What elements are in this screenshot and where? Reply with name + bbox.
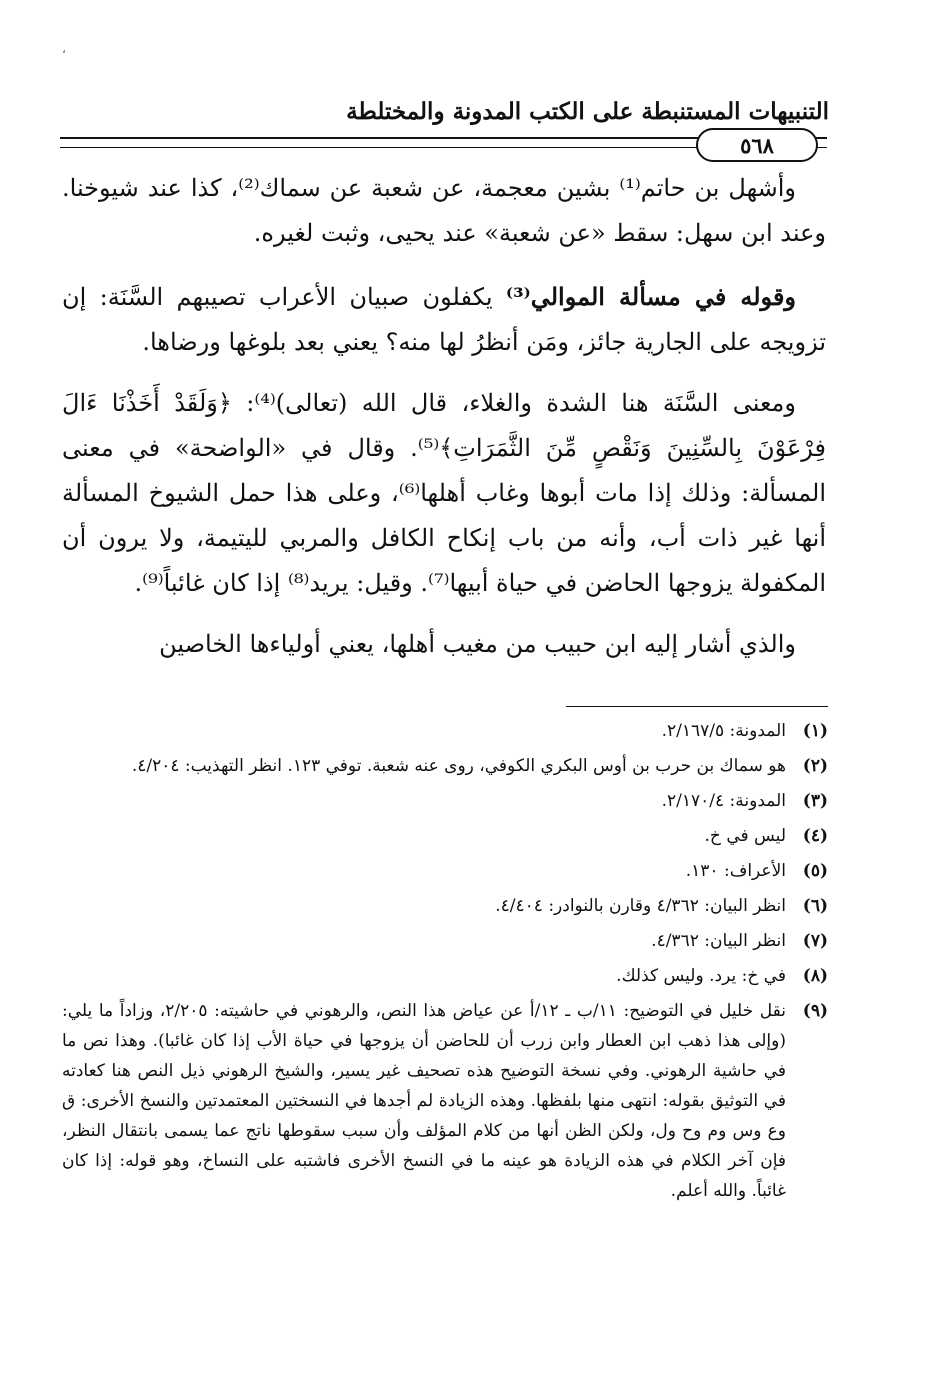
paragraph-4: والذي أشار إليه ابن حبيب من مغيب أهلها، يعني أولياءها الخاصين (159, 630, 796, 658)
paragraph-2-lead: وقوله في مسألة الموالي⁽³⁾ (505, 282, 797, 311)
paragraph-2-text: يكفلون صبيان الأعراب تصيبهم السَّنَة: إن تزويجه على الجارية جائز، ومَن أنظرُ لها منه؟ يعني بعد بلوغها ورضاها. (62, 283, 826, 356)
footnote-number: (٥) (802, 861, 828, 881)
paragraph-1: وأشهل بن حاتم⁽¹⁾ بشين معجمة، عن شعبة عن سماك⁽²⁾، كذا عند شيوخنا. وعند ابن سهل: سقط «عن شعبة» عند يحيى، وثبت لغيره. (62, 174, 826, 247)
footnote-text: انظر البيان: ٤/٣٦٢ وقارن بالنوادر: ٤/٤٠٤. (495, 896, 786, 916)
footnote (62, 996, 828, 1206)
paragraph-2 (62, 274, 826, 365)
footnote (62, 751, 828, 781)
footnote-number: (٤) (802, 826, 828, 846)
footnote-number: (٨) (802, 966, 828, 986)
footnote-text: المدونة: ٢/١٦٧/٥. (661, 721, 786, 741)
page-corner-mark: ، (62, 42, 66, 56)
footnote-text: نقل خليل في التوضيح: ١١/ب ـ ١٢/أ عن عياض هذا النص، والرهوني في حاشيته: ٢/٢٠٥، وزاداً ما يلي: (وإلى هذا ذهب ابن العطار وابن زرب أن للحاضن أن يزوجها في حياة الأب إذا كان غائبا). وهذا نص ما في حاشية الرهوني. وفي نسخة التوضيح هذه تصحيف غير يسير، والشيخ الرهوني ذيل النص هنا كعادته في التوثيق بقوله: انتهى منها بلفظها. وهذه الزيادة لم أجدها في النسختين المعتمدتين والنسخ الأخرى: ق وع وس وم وح ول، ولكن الظن أنها من كلام المؤلف وأن سبب سقوطها ناتج عما يسمى بانتقال النظر، فإن آخر الكلام في هذه الزيادة هو عينه ما في النسخ الأخرى فاشتبه على النساخ، وهو قوله: إذا كان غائباً. والله أعلم. (62, 1001, 787, 1201)
footnote-separator (566, 706, 828, 707)
footnote (62, 891, 828, 921)
running-header-title: التنبيهات المستنبطة على الكتب المدونة والمختلطة (346, 98, 829, 125)
footnote (62, 821, 828, 851)
footnote-text: المدونة: ٢/١٧٠/٤. (661, 791, 786, 811)
paragraph-3: ومعنى السَّنَة هنا الشدة والغلاء، قال الله (تعالى)⁽⁴⁾: ﴿وَلَقَدْ أَخَذْنَا ءَالَ فِرْعَوْنَ بِالسِّنِينَ وَنَقْصٍ مِّنَ الثَّمَرَاتِ﴾⁽⁵⁾. وقال في «الواضحة» في معنى المسألة: وذلك إذا مات أبوها وغاب أهلها⁽⁶⁾، وعلى هذا حمل الشيوخ المسألة أنها غير ذات أب، وأنه من باب إنكاح الكافل والمربي لليتيمة، ولا يرون أن المكفولة يزوجها الحاضن في حياة أبيها⁽⁷⁾. وقيل: يريد⁽⁸⁾ إذا كان غائباً⁽⁹⁾. (62, 389, 827, 597)
footnote (62, 961, 828, 991)
footnote-text: ليس في خ. (704, 826, 786, 846)
footnote-text: في خ: يرد. وليس كذلك. (616, 966, 786, 986)
footnote-number: (٢) (802, 756, 828, 776)
footnote-number: (٧) (802, 931, 828, 951)
footnote (62, 786, 828, 816)
footnote-number: (٩) (802, 1001, 828, 1021)
footnotes (62, 716, 828, 1211)
footnote-text: انظر البيان: ٤/٣٦٢. (651, 931, 786, 951)
footnote-text: الأعراف: ١٣٠. (685, 861, 786, 881)
page-number: ٥٦٨ (740, 132, 774, 158)
footnote (62, 926, 828, 956)
footnote-number: (٣) (802, 791, 828, 811)
footnote (62, 716, 828, 746)
footnote (62, 856, 828, 886)
footnote-number: (٦) (802, 896, 828, 916)
main-text (62, 166, 826, 667)
footnote-number: (١) (802, 721, 828, 741)
footnote-text: هو سماك بن حرب بن أوس البكري الكوفي، روى عنه شعبة. توفي ١٢٣. انظر التهذيب: ٤/٢٠٤. (131, 756, 786, 776)
page-number-badge (696, 128, 818, 162)
